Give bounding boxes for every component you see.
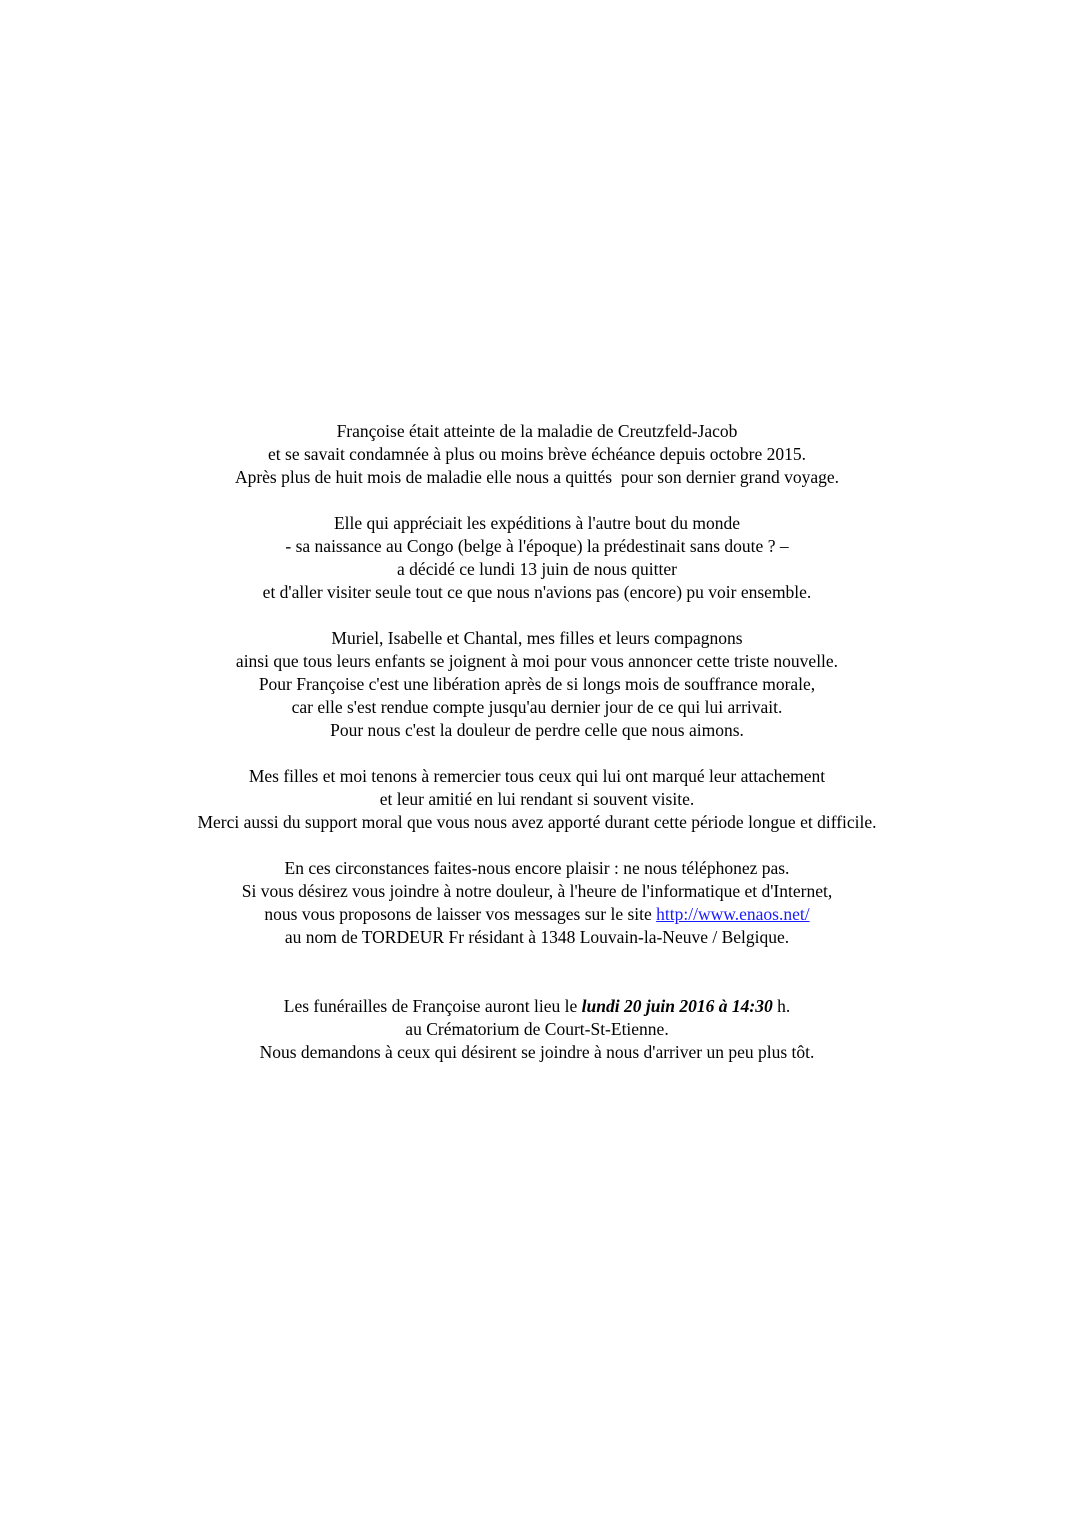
paragraph-diagnosis <box>0 420 1074 489</box>
text-line: ainsi que tous leurs enfants se joignent à moi pour vous annoncer cette triste nouvelle. <box>235 651 839 671</box>
text-line: Pour Françoise c'est une libération après de si longs mois de souffrance morale, <box>258 674 816 694</box>
funeral-suffix-text: h. <box>772 996 791 1016</box>
text-line: Pour nous c'est la douleur de perdre celle que nous aimons. <box>330 720 744 740</box>
enaos-website-link[interactable]: http://www.enaos.net/ <box>656 904 810 924</box>
text-line: et d'aller visiter seule tout ce que nous n'avions pas (encore) pu voir ensemble. <box>262 582 812 602</box>
text-line: Mes filles et moi tenons à remercier tous ceux qui lui ont marqué leur attachement <box>248 766 826 786</box>
link-prefix-text: nous vous proposons de laisser vos messages sur le site <box>264 904 657 924</box>
text-line: En ces circonstances faites-nous encore plaisir : ne nous téléphonez pas. <box>284 858 790 878</box>
paragraph-family <box>0 627 1074 742</box>
text-line: Françoise était atteinte de la maladie de Creutzfeld-Jacob <box>336 421 738 441</box>
text-line: Nous demandons à ceux qui désirent se joindre à nous d'arriver un peu plus tôt. <box>259 1042 815 1062</box>
text-line: et leur amitié en lui rendant si souvent visite. <box>379 789 695 809</box>
text-line: - sa naissance au Congo (belge à l'époque) la prédestinait sans doute ? – <box>285 536 789 556</box>
text-line: au Crématorium de Court-St-Etienne. <box>405 1019 669 1039</box>
funeral-prefix-text: Les funérailles de Françoise auront lieu le <box>283 996 582 1016</box>
text-line: Si vous désirez vous joindre à notre douleur, à l'heure de l'informatique et d'Internet, <box>241 881 833 901</box>
paragraph-funeral <box>0 995 1074 1064</box>
text-line: au nom de TORDEUR Fr résidant à 1348 Louvain-la-Neuve / Belgique. <box>284 927 790 947</box>
text-line: Muriel, Isabelle et Chantal, mes filles et leurs compagnons <box>331 628 743 648</box>
paragraph-thanks <box>0 765 1074 834</box>
text-line: Elle qui appréciait les expéditions à l'autre bout du monde <box>333 513 741 533</box>
text-line: et se savait condamnée à plus ou moins brève échéance depuis octobre 2015. <box>268 444 806 464</box>
paragraph-voyage <box>0 512 1074 604</box>
paragraph-condolences <box>0 857 1074 949</box>
announcement-body <box>0 420 1074 1087</box>
text-line: a décidé ce lundi 13 juin de nous quitter <box>397 559 677 579</box>
text-line: car elle s'est rendue compte jusqu'au dernier jour de ce qui lui arrivait. <box>291 697 783 717</box>
text-line: Après plus de huit mois de maladie elle nous a quittés pour son dernier grand voyage. <box>234 467 840 487</box>
funeral-date-emphasis: lundi 20 juin 2016 à 14:30 <box>581 996 773 1016</box>
text-line: Merci aussi du support moral que vous nous avez apporté durant cette période longue et difficile. <box>197 812 877 832</box>
text-line-with-link <box>0 903 1074 926</box>
funeral-date-line <box>0 995 1074 1018</box>
